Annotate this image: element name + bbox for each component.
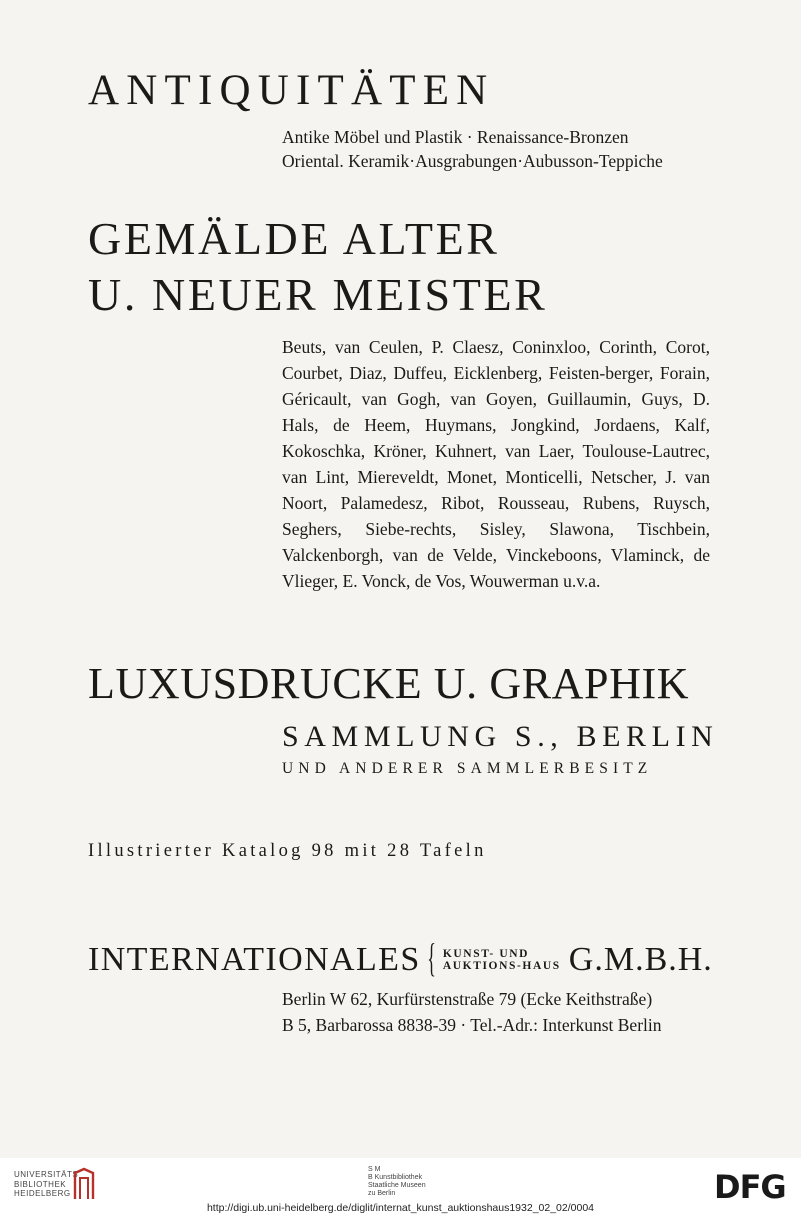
heading-luxusdrucke: LUXUSDRUCKE U. GRAPHIK	[88, 659, 690, 708]
publisher-brace: {	[426, 935, 436, 980]
publisher-main: INTERNATIONALES	[88, 941, 421, 978]
heading-gemaelde-line-1: GEMÄLDE ALTER	[88, 213, 500, 264]
antiques-line-1: Antike Möbel und Plastik · Renaissance-Bronzen	[282, 127, 629, 147]
heading-antiquitaeten: ANTIQUITÄTEN	[88, 67, 495, 114]
heading-sammlerbesitz: UND ANDERER SAMMLERBESITZ	[282, 760, 653, 777]
address-line-1: Berlin W 62, Kurfürstenstraße 79 (Ecke Keithstraße)	[282, 989, 653, 1009]
museum-label: S M B Kunstbibliothek Staatliche Museen zu Berlin	[368, 1166, 426, 1197]
footer-bar	[0, 1158, 801, 1215]
catalog-note: Illustrierter Katalog 98 mit 28 Tafeln	[88, 841, 487, 861]
address-line-2: B 5, Barbarossa 8838-39 · Tel.-Adr.: Interkunst Berlin	[282, 1015, 662, 1035]
publisher-gmbh: G.M.B.H.	[568, 941, 713, 978]
publisher-stack-line-1: KUNST- UND	[442, 948, 530, 960]
publisher-stack	[443, 948, 561, 972]
university-logo-icon	[72, 1167, 96, 1201]
heading-gemaelde-line-2: U. NEUER MEISTER	[88, 269, 548, 320]
heading-sammlung: SAMMLUNG S., BERLIN	[282, 720, 719, 753]
artists-list: Beuts, van Ceulen, P. Claesz, Coninxloo, Corinth, Corot, Courbet, Diaz, Duffeu, Eicklenberg, Feisten-berger, Forain, Géricault, van Gogh, van Goyen, Guillaumin, Guys, D. Hals, de Heem, Huymans, Jongkind, Jordaens, Kalf, Kokoschka, Kröner, Kuhnert, van Laer, Toulouse-Lautrec, van Lint, Miereveldt, Monet, Monticelli, Netscher, J. van Noort, Palamedesz, Ribot, Rousseau, Rubens, Ruysch, Seghers, Siebe-rechts, Sisley, Slawona, Tischbein, Valckenborgh, van de Velde, Vinckeboons, Vlaminck, de Vlieger, E. Vonck, de Vos, Wouwerman u.v.a.	[282, 337, 710, 591]
source-url-link[interactable]: http://digi.ub.uni-heidelberg.de/diglit/internat_kunst_auktionshaus1932_02_02/0004	[206, 1202, 595, 1214]
university-library-label: UNIVERSITÄTS BIBLIOTHEK HEIDELBERG	[14, 1170, 79, 1198]
publisher-stack-line-2: AUKTIONS-HAUS	[442, 960, 561, 972]
antiques-line-2: Oriental. Keramik·Ausgrabungen·Aubusson-Teppiche	[282, 151, 663, 171]
publisher-name	[88, 935, 713, 982]
dfg-logo: DFG	[714, 1168, 786, 1206]
